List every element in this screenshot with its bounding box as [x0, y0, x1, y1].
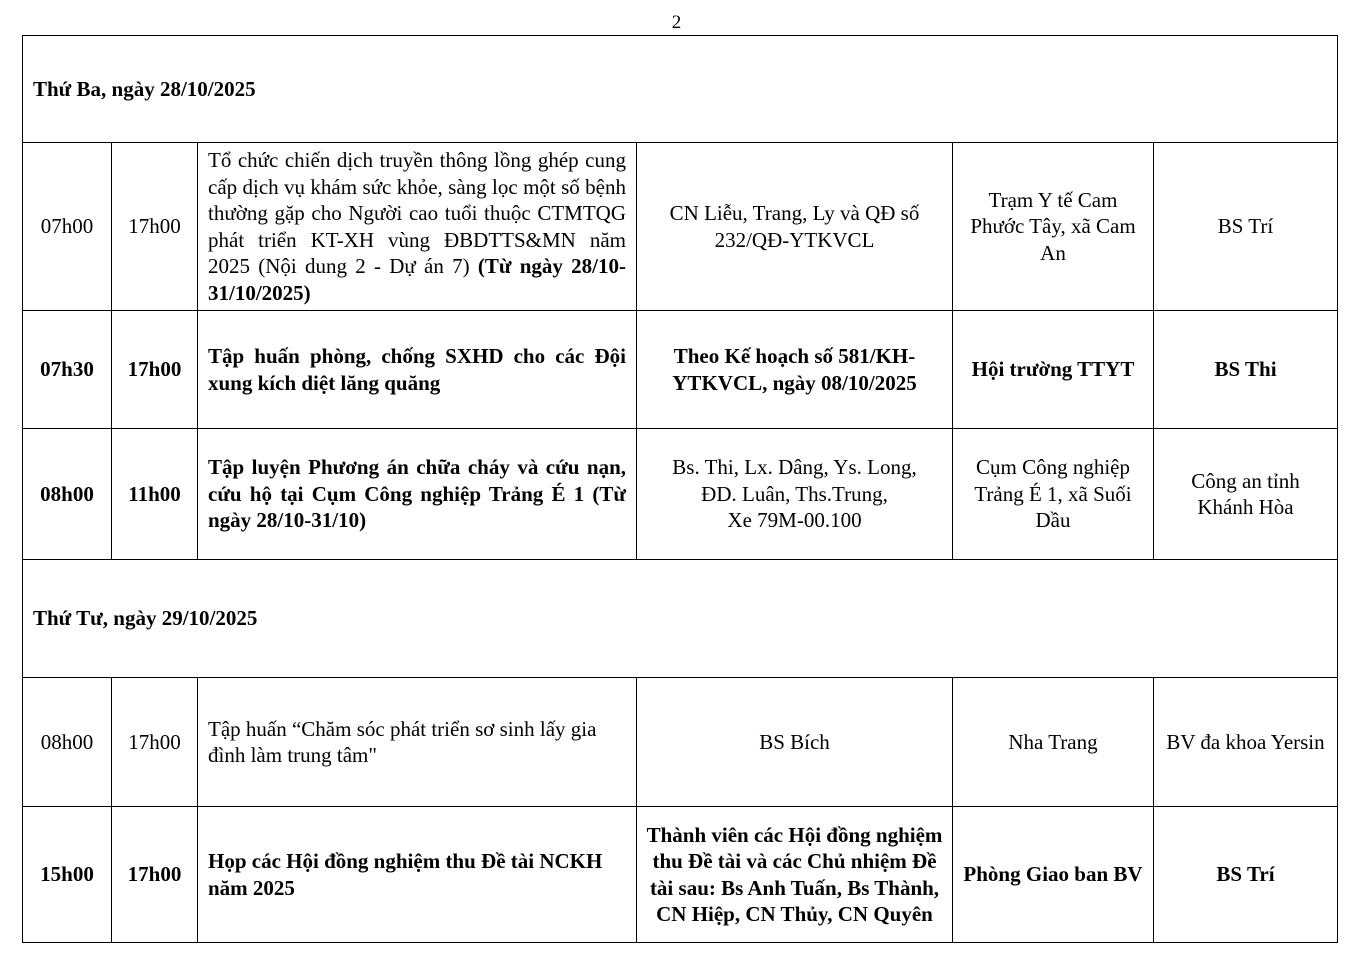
lead: BS Trí	[1154, 807, 1338, 943]
start-time: 07h00	[23, 143, 112, 311]
activity-content: Tập huấn phòng, chống SXHD cho các Đội xung kích diệt lăng quăng	[198, 311, 637, 429]
schedule-table	[22, 35, 1338, 943]
day-header: Thứ Tư, ngày 29/10/2025	[23, 560, 1338, 678]
participants: BS Bích	[637, 678, 953, 807]
lead: BS Thi	[1154, 311, 1338, 429]
activity-text: Tổ chức chiến dịch truyền thông lồng ghép cung cấp dịch vụ khám sức khỏe, sàng lọc một số bệnh thường gặp cho Người cao tuổi thuộc CTMTQG phát triển KT-XH vùng ĐBDTTS&MN năm 2025 (Nội dung 2 - Dự án 7)	[208, 148, 626, 278]
end-time: 11h00	[112, 429, 198, 560]
participants	[637, 429, 953, 560]
end-time: 17h00	[112, 143, 198, 311]
participants-line: Bs. Thi, Lx. Dâng, Ys. Long,	[672, 455, 917, 480]
lead: BV đa khoa Yersin	[1154, 678, 1338, 807]
table-row	[23, 807, 1338, 943]
activity-content: Tập huấn “Chăm sóc phát triển sơ sinh lấy gia đình làm trung tâm"	[198, 678, 637, 807]
start-time: 15h00	[23, 807, 112, 943]
day-header-row	[23, 560, 1338, 678]
start-time: 08h00	[23, 678, 112, 807]
lead: BS Trí	[1154, 143, 1338, 311]
location: Phòng Giao ban BV	[953, 807, 1154, 943]
start-time: 07h30	[23, 311, 112, 429]
participants: Thành viên các Hội đồng nghiệm thu Đề tài và các Chủ nhiệm Đề tài sau: Bs Anh Tuấn, Bs Thành, CN Hiệp, CN Thủy, CN Quyên	[637, 807, 953, 943]
activity-content: Họp các Hội đồng nghiệm thu Đề tài NCKH năm 2025	[198, 807, 637, 943]
start-time: 08h00	[23, 429, 112, 560]
table-row	[23, 143, 1338, 311]
lead: Công an tỉnh Khánh Hòa	[1154, 429, 1338, 560]
end-time: 17h00	[112, 807, 198, 943]
day-header: Thứ Ba, ngày 28/10/2025	[23, 36, 1338, 143]
table-row	[23, 678, 1338, 807]
participants: CN Liễu, Trang, Ly và QĐ số 232/QĐ-YTKVCL	[637, 143, 953, 311]
location: Nha Trang	[953, 678, 1154, 807]
page-number: 2	[671, 12, 682, 33]
activity-content	[198, 143, 637, 311]
activity-date-range: (Từ ngày 28/10-31/10/2025)	[208, 254, 627, 305]
location: Hội trường TTYT	[953, 311, 1154, 429]
activity-content: Tập luyện Phương án chữa cháy và cứu nạn, cứu hộ tại Cụm Công nghiệp Trảng É 1 (Từ ngày 28/10-31/10)	[198, 429, 637, 560]
participants: Theo Kế hoạch số 581/KH-YTKVCL, ngày 08/10/2025	[637, 311, 953, 429]
end-time: 17h00	[112, 311, 198, 429]
table-row	[23, 429, 1338, 560]
location: Trạm Y tế Cam Phước Tây, xã Cam An	[953, 143, 1154, 311]
location: Cụm Công nghiệp Trảng É 1, xã Suối Dầu	[953, 429, 1154, 560]
day-header-row	[23, 36, 1338, 143]
participants-line: Xe 79M-00.100	[727, 508, 862, 533]
participants-line: ĐD. Luân, Ths.Trung,	[701, 481, 888, 506]
table-row	[23, 311, 1338, 429]
end-time: 17h00	[112, 678, 198, 807]
